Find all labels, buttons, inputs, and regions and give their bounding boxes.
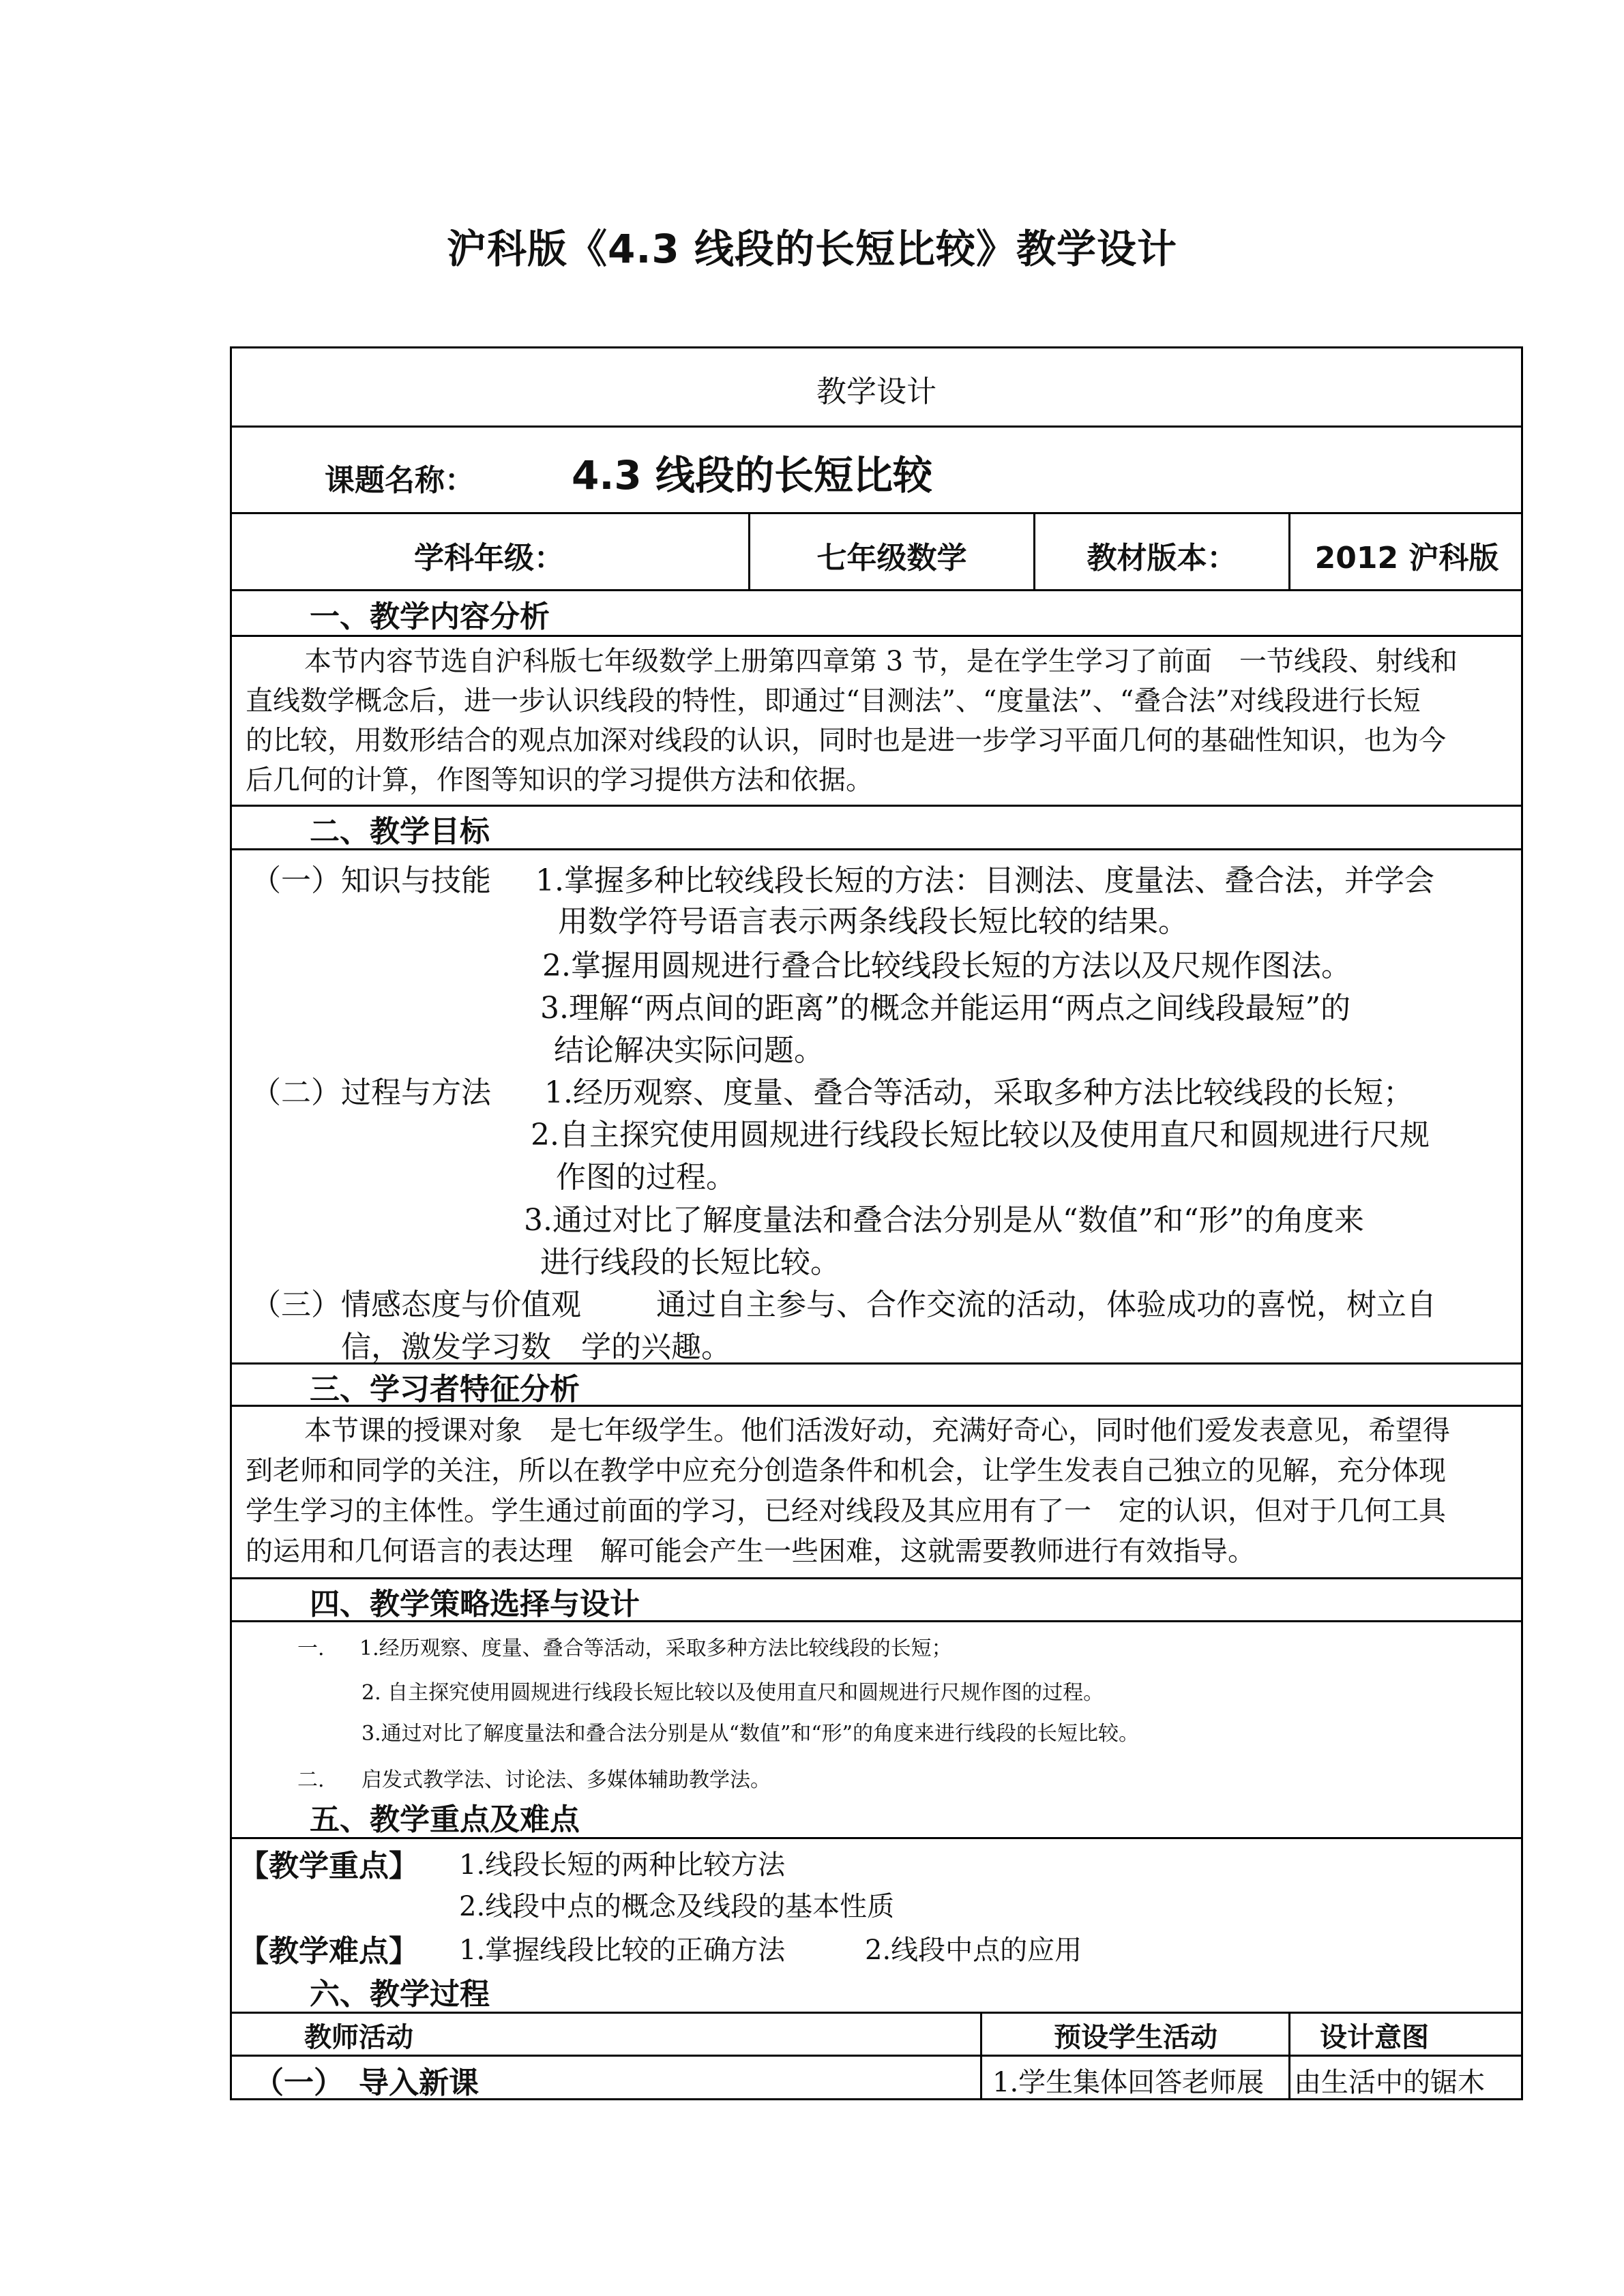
section-heading-process: 六、教学过程 bbox=[310, 1977, 490, 2012]
objective-line: 2.掌握用圆规进行叠合比较线段长短的方法以及尺规作图法。 bbox=[542, 949, 1351, 983]
strategy-line: 1.经历观察、度量、叠合等活动，采取多种方法比较线段的长短； bbox=[359, 1637, 952, 1660]
emotion-values-label: （三）情感态度与价值观 bbox=[251, 1287, 581, 1322]
objective-line: 作图的过程。 bbox=[556, 1160, 736, 1195]
row-divider bbox=[230, 512, 1523, 514]
objective-line: 3.理解“两点间的距离”的概念并能运用“两点之间线段最短”的 bbox=[540, 991, 1350, 1026]
process-row-student: 1.学生集体回答老师展 bbox=[992, 2067, 1265, 2098]
row-divider bbox=[230, 2055, 1523, 2057]
objective-line: 用数学符号语言表示两条线段长短比较的结果。 bbox=[558, 904, 1188, 939]
difficult-points-label: 【教学难点】 bbox=[239, 1934, 419, 1969]
strategy-line: 启发式教学法、讨论法、多媒体辅助教学法。 bbox=[361, 1768, 771, 1792]
row-divider bbox=[230, 589, 1523, 591]
learner-analysis-line: 到老师和同学的关注，所以在教学中应充分创造条件和机会，让学生发表自己独立的见解，充分体现 bbox=[246, 1455, 1446, 1487]
edition-value: 2012 沪科版 bbox=[1314, 541, 1499, 576]
objective-line: 结论解决实际问题。 bbox=[554, 1033, 824, 1068]
col-divider bbox=[1288, 2012, 1290, 2100]
row-divider bbox=[230, 426, 1523, 428]
edition-label: 教材版本： bbox=[1087, 541, 1237, 576]
subject-label: 学科年级： bbox=[414, 541, 564, 576]
section-heading-learner-analysis: 三、学习者特征分析 bbox=[310, 1372, 580, 1407]
learner-analysis-line: 本节课的授课对象 是七年级学生。他们活泼好动，充满好奇心，同时他们爱发表意见，希望得 bbox=[304, 1415, 1450, 1446]
learner-analysis-line: 的运用和几何语言的表达理 解可能会产生一些困难，这就需要教师进行有效指导。 bbox=[246, 1536, 1255, 1567]
strategy-line: 3.通过对比了解度量法和叠合法分别是从“数值”和“形”的角度来进行线段的长短比较。 bbox=[361, 1722, 1139, 1746]
document-title: 沪科版《4.3 线段的长短比较》教学设计 bbox=[447, 226, 1177, 272]
objective-line: 2.自主探究使用圆规进行线段长短比较以及使用直尺和圆规进行尺规 bbox=[531, 1118, 1430, 1152]
objective-line: 1.经历观察、度量、叠合等活动，采取多种方法比较线段的长短； bbox=[544, 1075, 1413, 1110]
objective-line: 进行线段的长短比较。 bbox=[540, 1245, 840, 1280]
col-divider bbox=[980, 2012, 982, 2100]
content-analysis-line: 直线数学概念后，进一步认识线段的特性，即通过“目测法”、“度量法”、“叠合法”对线段进行长短 bbox=[246, 685, 1421, 717]
section-heading-content-analysis: 一、教学内容分析 bbox=[310, 599, 550, 634]
objective-line: 通过自主参与、合作交流的活动，体验成功的喜悦，树立自 bbox=[656, 1287, 1436, 1322]
key-point: 2.线段中点的概念及线段的基本性质 bbox=[459, 1891, 895, 1922]
design-label: 教学设计 bbox=[816, 374, 936, 409]
topic-value: 4.3 线段的长短比较 bbox=[572, 452, 932, 498]
key-points-label: 【教学重点】 bbox=[239, 1849, 419, 1883]
content-analysis-line: 本节内容节选自沪科版七年级数学上册第四章第 3 节，是在学生学习了前面 一节线段、射线和 bbox=[304, 646, 1458, 677]
objective-line: 3.通过对比了解度量法和叠合法分别是从“数值”和“形”的角度来 bbox=[524, 1203, 1364, 1238]
process-row-teacher: （一） 导入新课 bbox=[254, 2066, 479, 2100]
difficult-point: 2.线段中点的应用 bbox=[865, 1935, 1082, 1966]
difficult-point: 1.掌握线段比较的正确方法 bbox=[459, 1935, 786, 1966]
objective-line: 1.掌握多种比较线段长短的方法：目测法、度量法、叠合法，并学会 bbox=[535, 863, 1434, 898]
content-analysis-line: 后几何的计算，作图等知识的学习提供方法和依据。 bbox=[246, 764, 873, 796]
column-header-teacher: 教师活动 bbox=[304, 2022, 413, 2053]
strategy-line: 2. 自主探究使用圆规进行线段长短比较以及使用直尺和圆规进行尺规作图的过程。 bbox=[361, 1681, 1104, 1705]
process-row-intent: 由生活中的锯木 bbox=[1294, 2067, 1485, 2098]
content-analysis-line: 的比较，用数形结合的观点加深对线段的认识，同时也是进一步学习平面几何的基础性知识，也为今 bbox=[246, 725, 1446, 756]
section-heading-strategy: 四、教学策略选择与设计 bbox=[310, 1587, 640, 1622]
section-heading-objectives: 二、教学目标 bbox=[310, 814, 490, 849]
strategy-number: 一. bbox=[297, 1637, 325, 1660]
learner-analysis-line: 学生学习的主体性。学生通过前面的学习，已经对线段及其应用有了一 定的认识，但对于几何工具 bbox=[246, 1495, 1446, 1527]
topic-label: 课题名称： bbox=[325, 463, 475, 498]
column-header-student: 预设学生活动 bbox=[1054, 2022, 1217, 2053]
process-methods-label: （二）过程与方法 bbox=[251, 1075, 491, 1110]
section-heading-key-difficult: 五、教学重点及难点 bbox=[310, 1802, 580, 1837]
strategy-number: 二. bbox=[297, 1768, 325, 1792]
column-header-intent: 设计意图 bbox=[1320, 2022, 1429, 2053]
objective-line: 信，激发学习数 学的兴趣。 bbox=[341, 1330, 731, 1365]
key-point: 1.线段长短的两种比较方法 bbox=[459, 1849, 786, 1881]
knowledge-skills-label: （一）知识与技能 bbox=[251, 863, 491, 898]
subject-value: 七年级数学 bbox=[816, 541, 967, 576]
